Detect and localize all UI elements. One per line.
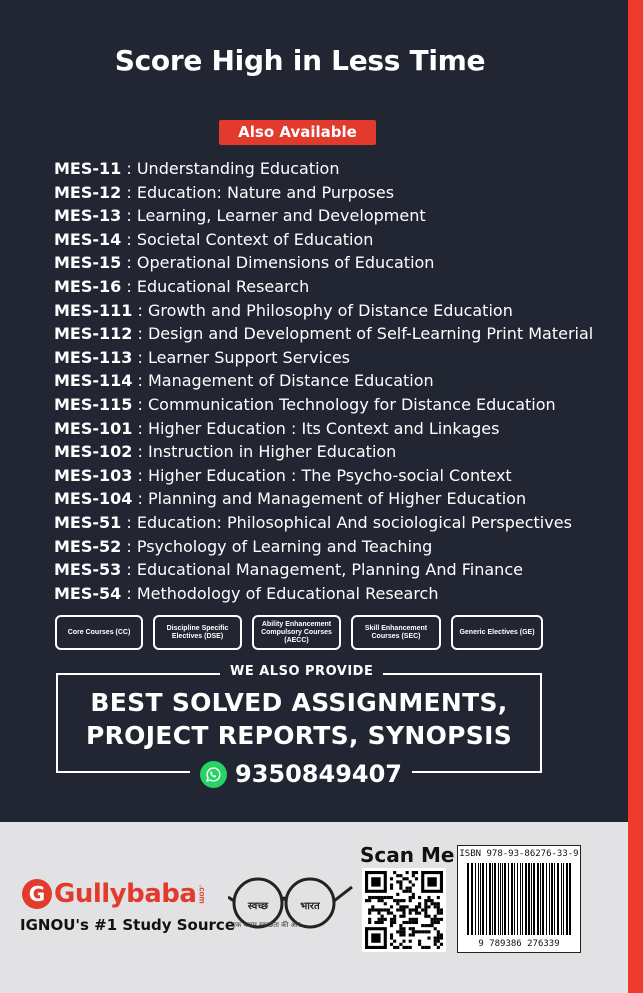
course-code: MES-12 [54, 182, 122, 202]
course-list [54, 157, 593, 605]
course-separator: : [132, 300, 148, 320]
course-code: MES-52 [54, 536, 122, 556]
course-separator: : [121, 512, 137, 532]
course-item [54, 464, 593, 488]
phone-number: 9350849407 [235, 760, 402, 788]
course-name: Societal Context of Education [136, 229, 374, 249]
course-code: MES-102 [54, 442, 133, 462]
course-code: MES-104 [54, 489, 133, 509]
course-item [54, 487, 593, 511]
course-code: MES-53 [54, 560, 122, 580]
barcode-graphic [465, 863, 575, 935]
course-item [54, 228, 593, 252]
course-name: Understanding Education [136, 159, 340, 178]
course-code: MES-16 [54, 276, 122, 296]
gullybaba-logo [22, 879, 206, 909]
course-separator: : [132, 347, 148, 367]
course-name: Higher Education : The Psycho-social Context [147, 465, 512, 485]
course-code: MES-111 [54, 300, 133, 320]
swachh-right-word: भारत [300, 901, 320, 912]
brand-dotcom: .com [197, 884, 207, 904]
course-name: Learner Support Services [147, 347, 351, 367]
course-code: MES-51 [54, 512, 122, 532]
course-item [54, 535, 593, 559]
course-separator: : [121, 560, 137, 580]
course-item [54, 582, 593, 606]
course-item [54, 204, 593, 228]
course-item [54, 157, 593, 181]
course-item [54, 417, 593, 441]
pill-sec: Skill Enhancement Courses (SEC) [351, 615, 441, 650]
course-code: MES-11 [54, 159, 122, 178]
pill-dse: Discipline Specific Electives (DSE) [153, 615, 242, 650]
course-separator: : [132, 442, 148, 462]
course-name: Higher Education : Its Context and Linkages [147, 418, 500, 438]
course-item [54, 369, 593, 393]
course-code: MES-113 [54, 347, 133, 367]
course-name: Growth and Philosophy of Distance Education [147, 300, 513, 320]
course-code: MES-13 [54, 206, 122, 226]
provide-label: WE ALSO PROVIDE [220, 664, 383, 679]
course-name: Education: Nature and Purposes [136, 182, 395, 202]
pill-aecc: Ability Enhancement Compulsory Courses (AECC) [252, 615, 341, 650]
course-name: Education: Philosophical And sociological Perspectives [136, 512, 572, 532]
course-name: Instruction in Higher Education [147, 442, 397, 462]
course-item [54, 299, 593, 323]
course-item [54, 558, 593, 582]
course-item [54, 251, 593, 275]
g-logo-icon: G [22, 879, 52, 909]
course-code: MES-115 [54, 394, 133, 414]
swachh-tagline: एक कदम स्वच्छता की ओर [232, 921, 301, 929]
also-available-badge: Also Available [219, 120, 376, 145]
course-item [54, 322, 593, 346]
swachh-left-word: स्वच्छ [247, 901, 269, 912]
course-separator: : [132, 489, 148, 509]
course-category-pills [55, 615, 545, 651]
course-name: Management of Distance Education [147, 371, 434, 391]
course-code: MES-15 [54, 253, 122, 273]
course-separator: : [132, 324, 148, 344]
course-separator: : [132, 371, 148, 391]
course-item [54, 511, 593, 535]
course-name: Psychology of Learning and Teaching [136, 536, 433, 556]
course-item [54, 393, 593, 417]
red-stripe [628, 0, 643, 993]
course-separator: : [121, 276, 137, 296]
provide-line-1: BEST SOLVED ASSIGNMENTS, [90, 688, 508, 717]
pill-ge: Generic Electives (GE) [451, 615, 543, 650]
course-item [54, 346, 593, 370]
course-name: Educational Research [136, 276, 310, 296]
course-code: MES-101 [54, 418, 133, 438]
gandhi-glasses-icon [228, 873, 356, 943]
course-item [54, 275, 593, 299]
isbn-barcode [457, 845, 581, 953]
scan-me-label: Scan Me [360, 843, 455, 867]
course-name: Planning and Management of Higher Education [147, 489, 527, 509]
brand-tagline: IGNOU's #1 Study Source [20, 916, 235, 934]
isbn-text: ISBN 978-93-86276-33-9 [459, 849, 579, 859]
course-item [54, 181, 593, 205]
course-separator: : [132, 394, 148, 414]
course-separator: : [132, 418, 148, 438]
cover-title: Score High in Less Time [114, 44, 486, 77]
course-name: Learning, Learner and Development [136, 206, 426, 226]
provide-line-2: PROJECT REPORTS, SYNOPSIS [85, 721, 513, 750]
brand-name: Gullybaba [54, 879, 197, 909]
isbn-digits: 9 789386 276339 [478, 939, 560, 949]
course-code: MES-103 [54, 465, 133, 485]
whatsapp-icon [200, 761, 227, 788]
course-code: MES-14 [54, 229, 122, 249]
course-separator: : [121, 159, 137, 178]
pill-core-courses: Core Courses (CC) [55, 615, 143, 650]
phone-contact [190, 757, 412, 791]
qr-code[interactable] [362, 868, 446, 952]
course-separator: : [121, 229, 137, 249]
course-name: Communication Technology for Distance Education [147, 394, 556, 414]
course-name: Design and Development of Self-Learning Print Material [147, 324, 594, 344]
course-name: Operational Dimensions of Education [136, 253, 435, 273]
course-separator: : [121, 206, 137, 226]
course-separator: : [121, 536, 137, 556]
course-code: MES-112 [54, 324, 133, 344]
course-code: MES-54 [54, 583, 122, 603]
course-item [54, 440, 593, 464]
course-separator: : [132, 465, 148, 485]
course-separator: : [121, 583, 137, 603]
course-name: Methodology of Educational Research [136, 583, 439, 603]
course-separator: : [121, 182, 137, 202]
course-name: Educational Management, Planning And Finance [136, 560, 523, 580]
course-separator: : [121, 253, 137, 273]
qr-code-graphic [365, 871, 443, 949]
course-code: MES-114 [54, 371, 133, 391]
